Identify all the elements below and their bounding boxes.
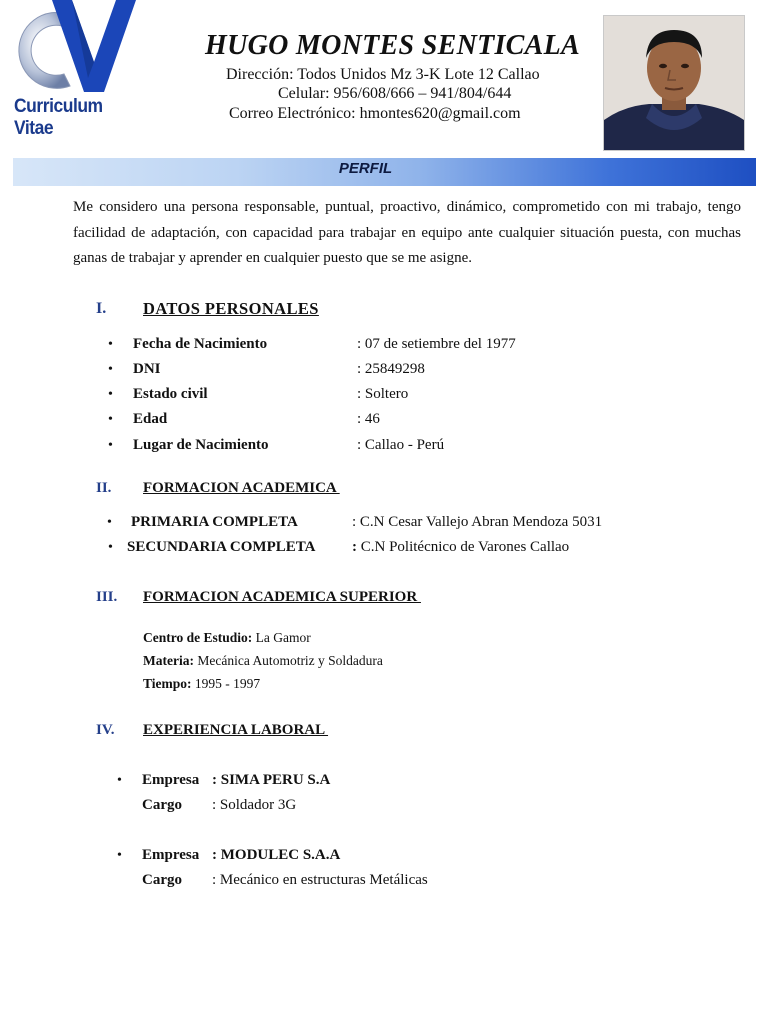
field-colon: : bbox=[352, 539, 357, 555]
bullet-icon: • bbox=[108, 362, 113, 377]
perfil-text: Me considero una persona responsable, puntual, proactivo, dinámico, comprometido con mi trabajo, tengo facilidad de adaptación, con capacidad para trabajar en equipo ante cualquier situación puesta, con muchas ganas de trabajar y aprender en cualquier puesto que se me asigne. bbox=[73, 199, 741, 266]
profile-photo bbox=[603, 15, 745, 151]
bullet-icon: • bbox=[117, 848, 122, 863]
field-value bbox=[352, 539, 569, 556]
study-center bbox=[143, 629, 311, 647]
company-value: : MODULEC S.A.A bbox=[212, 847, 341, 863]
study-time-value: 1995 - 1997 bbox=[191, 676, 261, 691]
bullet-icon: • bbox=[117, 773, 122, 788]
field-label: Edad bbox=[133, 411, 168, 427]
field-label: PRIMARIA COMPLETA bbox=[131, 514, 298, 530]
field-label: Estado civil bbox=[133, 386, 208, 402]
section-title-academic: FORMACION ACADEMICA bbox=[143, 480, 340, 496]
section-title-personal: DATOS PERSONALES bbox=[143, 299, 319, 318]
field-value: : 07 de setiembre del 1977 bbox=[357, 336, 516, 352]
field-value: : C.N Cesar Vallejo Abran Mendoza 5031 bbox=[352, 514, 603, 530]
email: Correo Electrónico: hmontes620@gmail.com bbox=[229, 105, 521, 122]
person-photo-icon bbox=[604, 16, 744, 150]
field-label: DNI bbox=[133, 361, 161, 377]
section-number: II. bbox=[96, 480, 112, 496]
role-label: Cargo bbox=[142, 797, 182, 813]
study-center-value: La Gamor bbox=[252, 630, 311, 645]
bullet-icon: • bbox=[108, 337, 113, 352]
company-value: : SIMA PERU S.A bbox=[212, 772, 331, 788]
bullet-icon: • bbox=[108, 438, 113, 453]
candidate-name: HUGO MONTES SENTICALA bbox=[204, 30, 581, 61]
section-number: I. bbox=[96, 300, 107, 317]
bullet-icon: • bbox=[108, 412, 113, 427]
bullet-icon: • bbox=[108, 540, 113, 555]
field-value-text: C.N Politécnico de Varones Callao bbox=[357, 539, 570, 555]
role-label: Cargo bbox=[142, 872, 182, 888]
field-value: : 25849298 bbox=[357, 361, 425, 377]
field-value: : 46 bbox=[357, 411, 380, 427]
study-subject bbox=[143, 652, 383, 670]
study-subject-label: Materia: bbox=[143, 653, 194, 668]
study-time bbox=[143, 675, 260, 693]
role-value: : Soldador 3G bbox=[212, 797, 297, 813]
bullet-icon: • bbox=[107, 515, 112, 530]
phone: Celular: 956/608/666 – 941/804/644 bbox=[278, 85, 512, 102]
field-value: : Callao - Perú bbox=[357, 437, 445, 453]
field-label: Fecha de Nacimiento bbox=[133, 336, 268, 352]
section-number: III. bbox=[96, 589, 118, 605]
cv-logo-icon bbox=[8, 0, 153, 100]
perfil-title: PERFIL bbox=[338, 160, 393, 177]
study-center-label: Centro de Estudio: bbox=[143, 630, 253, 645]
company-label: Empresa bbox=[142, 772, 200, 788]
section-number: IV. bbox=[96, 722, 115, 738]
role-value: : Mecánico en estructuras Metálicas bbox=[212, 872, 428, 888]
field-value: : Soltero bbox=[357, 386, 409, 402]
section-title-higher: FORMACION ACADEMICA SUPERIOR bbox=[143, 589, 421, 605]
field-label: SECUNDARIA COMPLETA bbox=[127, 539, 316, 555]
field-label: Lugar de Nacimiento bbox=[133, 437, 269, 453]
cv-logo bbox=[8, 0, 153, 139]
address: Dirección: Todos Unidos Mz 3-K Lote 12 Callao bbox=[226, 66, 540, 83]
study-subject-value: Mecánica Automotriz y Soldadura bbox=[193, 653, 383, 668]
company-label: Empresa bbox=[142, 847, 200, 863]
section-title-experience: EXPERIENCIA LABORAL bbox=[143, 722, 329, 738]
logo-text: Curriculum Vitae bbox=[14, 96, 103, 139]
bullet-icon: • bbox=[108, 387, 113, 402]
study-time-label: Tiempo: bbox=[143, 676, 192, 691]
